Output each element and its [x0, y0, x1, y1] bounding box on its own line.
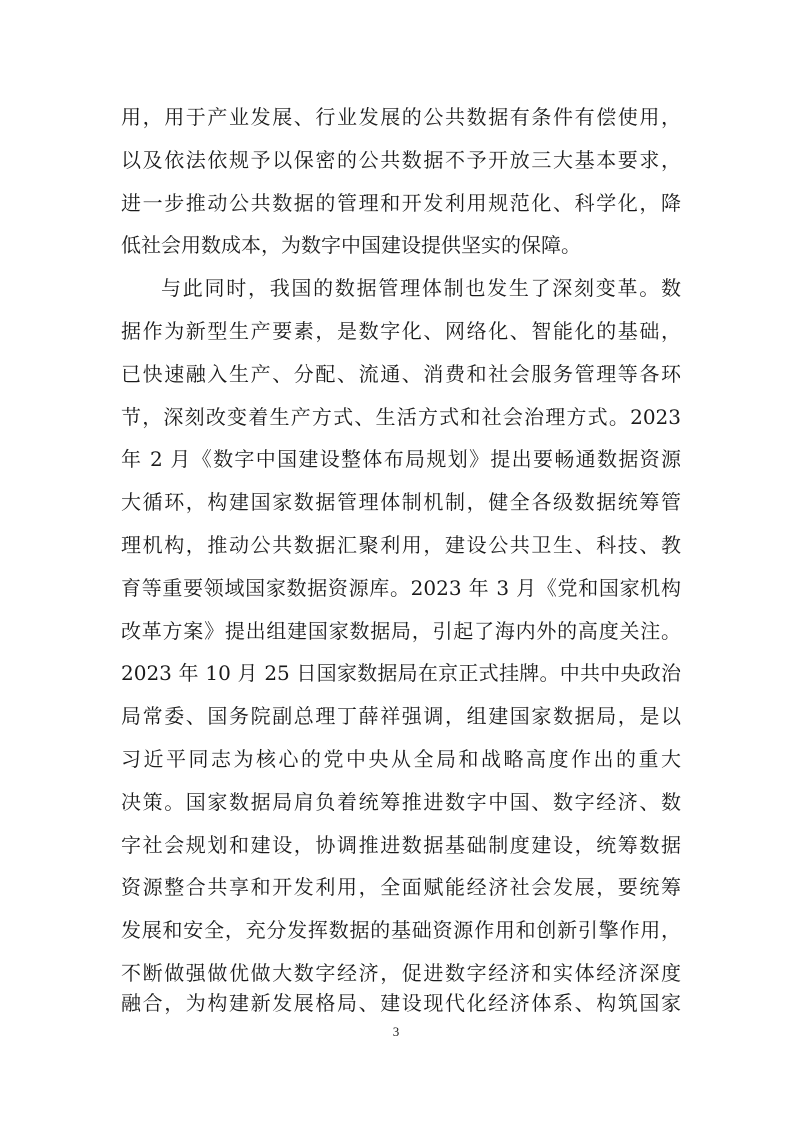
- text-line-17: 决策。国家数据局肩负着统筹推进数字中国、数字经济、数: [121, 790, 681, 814]
- text-line-15: 局常委、国务院副总理丁薛祥强调，组建国家数据局，是以: [121, 704, 681, 728]
- text-line-10: 大循环，构建国家数据管理体制机制，健全各级数据统筹管: [121, 490, 681, 514]
- text-line-19: 资源整合共享和开发利用，全面赋能经济社会发展，要统筹: [121, 875, 681, 899]
- text-line-3: 进一步推动公共数据的管理和开发利用规范化、科学化，降: [121, 191, 681, 215]
- text-line-4: 低社会用数成本，为数字中国建设提供坚实的保障。: [121, 233, 581, 257]
- text-line-6: 据作为新型生产要素，是数字化、网络化、智能化的基础，: [121, 319, 681, 343]
- text-line-20: 发展和安全，充分发挥数据的基础资源作用和创新引擎作用，: [121, 918, 681, 942]
- text-line-1: 用，用于产业发展、行业发展的公共数据有条件有偿使用，: [121, 105, 681, 129]
- text-line-5: 与此同时，我国的数据管理体制也发生了深刻变革。数: [161, 276, 681, 300]
- text-line-16: 习近平同志为核心的党中央从全局和战略高度作出的重大: [121, 747, 681, 771]
- text-line-11: 理机构，推动公共数据汇聚利用，建设公共卫生、科技、教: [121, 533, 681, 557]
- page-number: 3: [392, 1024, 400, 1039]
- text-line-2: 以及依法依规予以保密的公共数据不予开放三大基本要求，: [121, 148, 681, 172]
- text-line-18: 字社会规划和建设，协调推进数据基础制度建设，统筹数据: [121, 833, 681, 857]
- text-line-7: 已快速融入生产、分配、流通、消费和社会服务管理等各环: [121, 362, 681, 386]
- text-line-8: 节，深刻改变着生产方式、生活方式和社会治理方式。2023: [121, 405, 681, 429]
- text-line-9: 年 2 月《数字中国建设整体布局规划》提出要畅通数据资源: [121, 447, 681, 471]
- text-line-21: 不断做强做优做大数字经济，促进数字经济和实体经济深度: [121, 961, 681, 985]
- text-line-22: 融合，为构建新发展格局、建设现代化经济体系、构筑国家: [121, 991, 681, 1015]
- text-line-14: 2023 年 10 月 25 日国家数据局在京正式挂牌。中共中央政治: [121, 661, 681, 685]
- text-line-13: 改革方案》提出组建国家数据局，引起了海内外的高度关注。: [121, 619, 681, 643]
- text-line-12: 育等重要领域国家数据资源库。2023 年 3 月《党和国家机构: [121, 576, 681, 600]
